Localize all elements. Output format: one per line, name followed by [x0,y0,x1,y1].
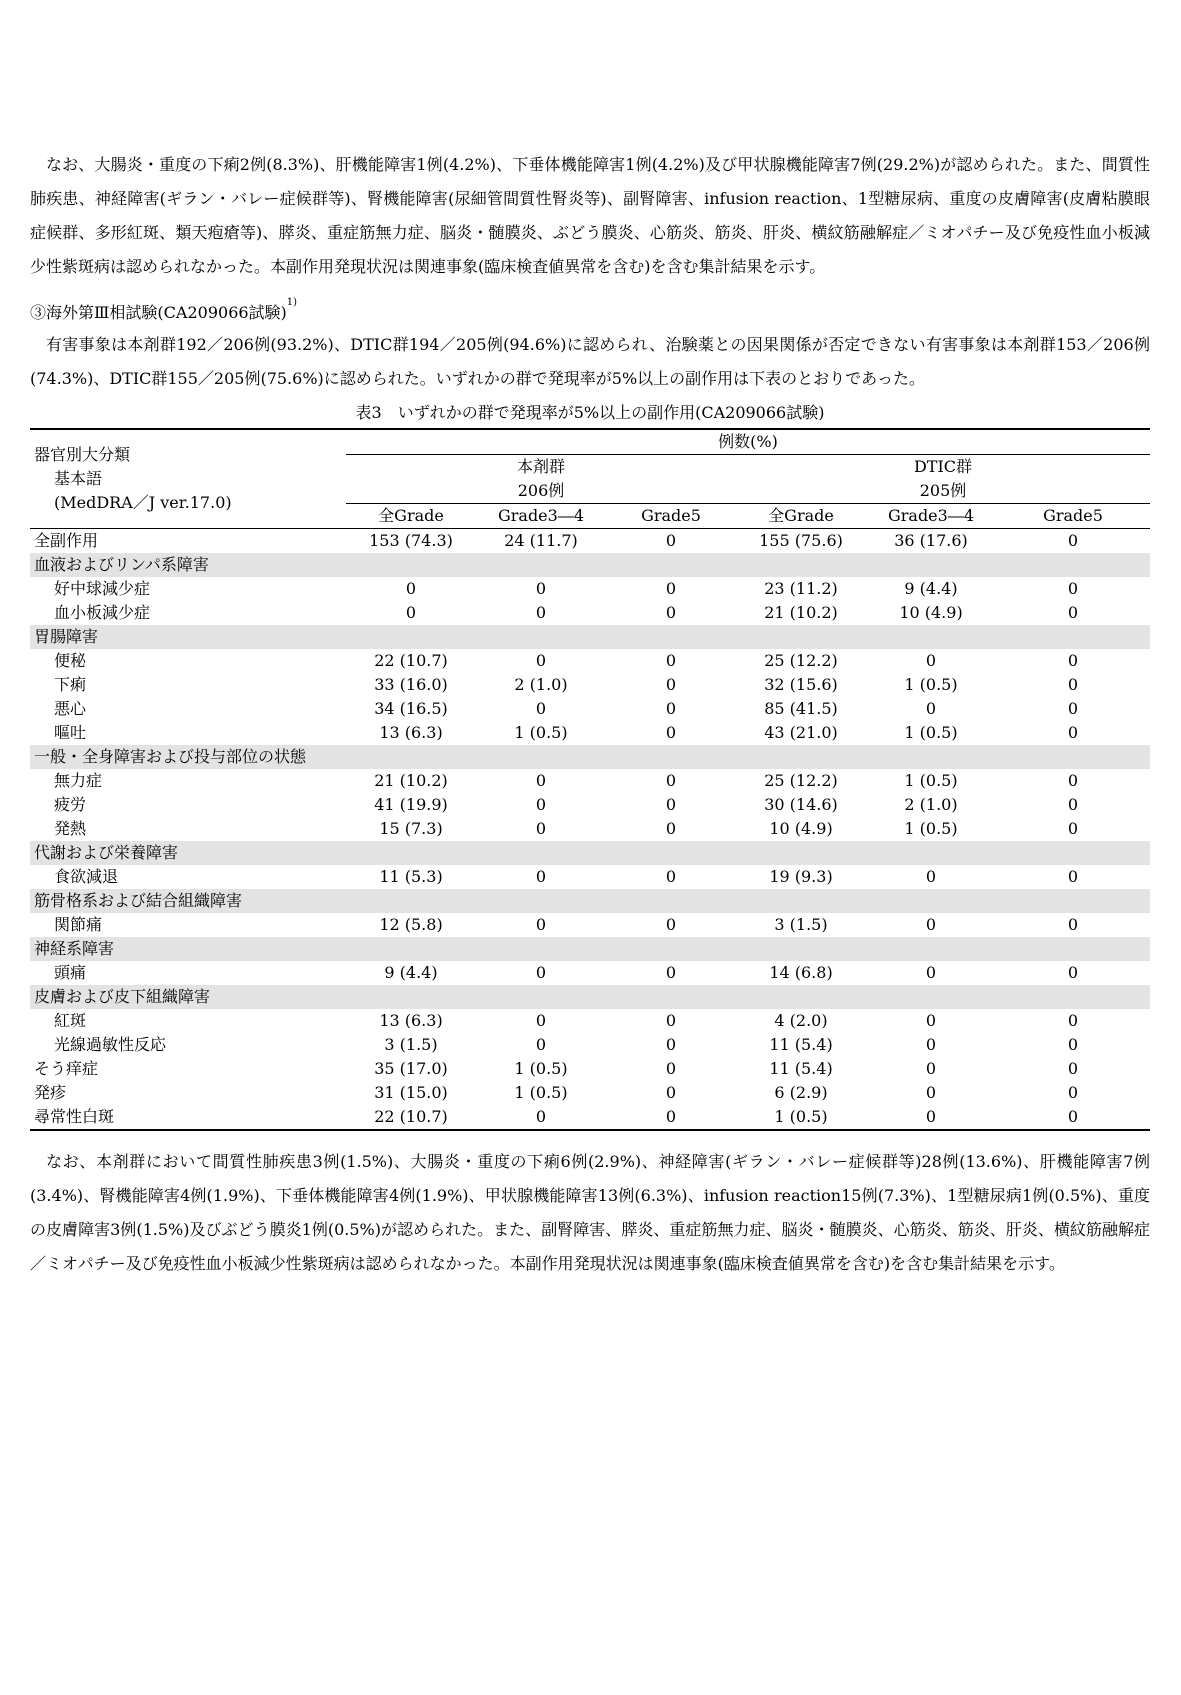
term-label: 紅斑 [54,1011,87,1030]
group-header-dtic [736,455,1150,504]
category-label: 血液およびリンパ系障害 [30,553,1150,577]
table-cell: 0 [535,819,547,838]
table-cell: 0 [1067,795,1079,814]
category-label: 筋骨格系および結合組織障害 [30,889,1150,913]
subcol-header: 全Grade [736,504,866,529]
table-cell: 10 (4.9) [769,819,833,838]
table-cell: 0 [1067,1035,1079,1054]
category-label: 代謝および栄養障害 [30,841,1150,865]
category-row [30,553,1150,577]
table-cell: 30 (14.6) [764,795,838,814]
table-cell: 0 [665,867,677,886]
category-row [30,745,1150,769]
table-cell: 15 (7.3) [379,819,443,838]
table-cell: 0 [535,771,547,790]
table-cell: 0 [925,963,937,982]
category-label: 皮膚および皮下組織障害 [30,985,1150,1009]
term-label: 光線過敏性反応 [54,1035,167,1054]
table-cell: 1 (0.5) [514,723,568,742]
group-header-nivolumab [346,455,736,504]
table-cell: 0 [665,699,677,718]
table-cell: 33 (16.0) [374,675,448,694]
table-cell: 11 (5.3) [379,867,443,886]
table-cell: 0 [665,1011,677,1030]
row-header-line1: 器官別大分類 [34,445,131,464]
table-cell: 23 (11.2) [764,579,838,598]
table-cell: 31 (15.0) [374,1083,448,1102]
table-cell: 4 (2.0) [774,1011,828,1030]
table-cell: 1 (0.5) [774,1107,828,1126]
term-label: 便秘 [54,651,87,670]
table-cell: 0 [535,1011,547,1030]
table-row [30,793,1150,817]
table-cell: 21 (10.2) [764,603,838,622]
table-cell: 0 [1067,1083,1079,1102]
table-cell: 0 [665,1059,677,1078]
table-row [30,1009,1150,1033]
table-cell: 0 [405,603,417,622]
table-row [30,1081,1150,1105]
table-cell: 0 [535,795,547,814]
table-cell: 0 [925,1107,937,1126]
table-cell: 2 (1.0) [514,675,568,694]
subcol-header: Grade3―4 [476,504,606,529]
table-cell: 0 [1067,603,1079,622]
table-cell: 0 [535,603,547,622]
table-cell: 0 [665,675,677,694]
term-label: 全副作用 [34,531,99,550]
table-cell: 0 [665,915,677,934]
table-row [30,721,1150,745]
table-cell: 0 [1067,1011,1079,1030]
table-cell: 2 (1.0) [904,795,958,814]
table-cell: 153 (74.3) [369,531,453,550]
term-label: 尋常性白斑 [34,1107,115,1126]
table-cell: 21 (10.2) [374,771,448,790]
table-cell: 0 [925,1083,937,1102]
cases-header: 例数(%) [346,429,1150,455]
table-cell: 0 [665,963,677,982]
subcol-header: 全Grade [346,504,476,529]
row-header [30,429,346,529]
table-row [30,1057,1150,1081]
row-header-line2: 基本語 [54,469,103,488]
table-cell: 155 (75.6) [759,531,843,550]
table-cell: 32 (15.6) [764,675,838,694]
table-cell: 0 [535,963,547,982]
group1-n: 206例 [517,481,565,500]
table-row [30,769,1150,793]
table-row [30,1033,1150,1057]
table-cell: 1 (0.5) [514,1059,568,1078]
category-row [30,889,1150,913]
subcol-header: Grade3―4 [866,504,996,529]
table-cell: 25 (12.2) [764,651,838,670]
document-page [30,148,1150,1281]
section-heading [30,298,1150,328]
category-label: 神経系障害 [30,937,1150,961]
table-cell: 3 (1.5) [384,1035,438,1054]
paragraph-summary: 有害事象は本剤群192／206例(93.2%)、DTIC群194／205例(94.6%)に認められ、治験薬との因果関係が否定できない有害事象は本剤群153／206例(74.3%)、DTIC群155／205例(75.6%)に認められた。いずれかの群で発現率が5%以上の副作用は下表のとおりであった。 [30,335,1150,388]
table-caption: 表3 いずれかの群で発現率が5%以上の副作用(CA209066試験) [355,403,825,422]
table-row [30,577,1150,601]
table-cell: 24 (11.7) [504,531,578,550]
table-cell: 13 (6.3) [379,723,443,742]
table-cell: 0 [925,1035,937,1054]
table-row [30,913,1150,937]
adverse-reactions-table [30,428,1150,1131]
table-row [30,961,1150,985]
table-cell: 0 [665,1083,677,1102]
table-cell: 0 [665,771,677,790]
paragraph-intro: なお、大腸炎・重度の下痢2例(8.3%)、肝機能障害1例(4.2%)、下垂体機能障害1例(4.2%)及び甲状腺機能障害7例(29.2%)が認められた。また、間質性肺疾患、神経障害(ギラン・バレー症候群等)、腎機能障害(尿細管間質性腎炎等)、副腎障害、infusion reaction、1型糖尿病、重度の皮膚障害(皮膚粘膜眼症候群、多形紅斑、類天疱瘡等)、膵炎、重症筋無力症、脳炎・髄膜炎、ぶどう膜炎、心筋炎、筋炎、肝炎、横紋筋融解症／ミオパチー及び免疫性血小板減少性紫斑病は認められなかった。本副作用発現状況は関連事象(臨床検査値異常を含む)を含む集計結果を示す。 [30,155,1150,276]
term-label: 発疹 [34,1083,67,1102]
table-cell: 13 (6.3) [379,1011,443,1030]
paragraph-note: なお、本剤群において間質性肺疾患3例(1.5%)、大腸炎・重度の下痢6例(2.9%)、神経障害(ギラン・バレー症候群等)28例(13.6%)、肝機能障害7例(3.4%)、腎機能障害4例(1.9%)、下垂体機能障害4例(1.9%)、甲状腺機能障害13例(6.3%)、infusion reaction15例(7.3%)、1型糖尿病1例(0.5%)、重度の皮膚障害3例(1.5%)及びぶどう膜炎1例(0.5%)が認められた。また、副腎障害、膵炎、重症筋無力症、脳炎・髄膜炎、心筋炎、筋炎、肝炎、横紋筋融解症／ミオパチー及び免疫性血小板減少性紫斑病は認められなかった。本副作用発現状況は関連事象(臨床検査値異常を含む)を含む集計結果を示す。 [30,1152,1150,1273]
table-cell: 0 [925,867,937,886]
table-cell: 41 (19.9) [374,795,448,814]
table-cell: 0 [1067,579,1079,598]
table-cell: 0 [1067,723,1079,742]
table-cell: 0 [1067,675,1079,694]
category-row [30,937,1150,961]
table-cell: 0 [535,651,547,670]
table-cell: 0 [665,579,677,598]
table-cell: 11 (5.4) [769,1059,833,1078]
table-cell: 0 [1067,915,1079,934]
table-cell: 0 [665,1035,677,1054]
table-cell: 0 [665,795,677,814]
table-body [30,529,1150,1131]
group2-n: 205例 [919,481,967,500]
term-label: 悪心 [54,699,87,718]
table-cell: 9 (4.4) [384,963,438,982]
table-cell: 0 [665,1107,677,1126]
table-cell: 0 [1067,699,1079,718]
term-label: 疲労 [54,795,87,814]
term-label: そう痒症 [34,1059,99,1078]
table-cell: 43 (21.0) [764,723,838,742]
table-cell: 0 [665,651,677,670]
table-cell: 1 (0.5) [904,771,958,790]
table-cell: 0 [535,1035,547,1054]
term-label: 血小板減少症 [54,603,151,622]
subcol-header: Grade5 [996,504,1150,529]
table-cell: 34 (16.5) [374,699,448,718]
table-cell: 0 [665,723,677,742]
table-row [30,817,1150,841]
term-label: 無力症 [54,771,103,790]
table-cell: 0 [1067,819,1079,838]
table-cell: 12 (5.8) [379,915,443,934]
table-cell: 0 [665,531,677,550]
table-cell: 22 (10.7) [374,651,448,670]
table-cell: 0 [535,699,547,718]
table-cell: 1 (0.5) [904,723,958,742]
table-cell: 0 [925,1059,937,1078]
table-cell: 0 [925,651,937,670]
term-label: 発熱 [54,819,87,838]
table-row [30,1105,1150,1130]
term-label: 下痢 [54,675,87,694]
table-row [30,649,1150,673]
table-cell: 0 [925,699,937,718]
table-cell: 10 (4.9) [899,603,963,622]
category-row [30,985,1150,1009]
term-label: 頭痛 [54,963,87,982]
row-header-line3: (MedDRA／J ver.17.0) [54,493,232,512]
total-row [30,529,1150,554]
table-cell: 9 (4.4) [904,579,958,598]
table-cell: 36 (17.6) [894,531,968,550]
term-label: 食欲減退 [54,867,119,886]
table-cell: 0 [1067,1107,1079,1126]
term-label: 関節痛 [54,915,103,934]
table-cell: 0 [1067,771,1079,790]
table-cell: 0 [535,579,547,598]
table-cell: 0 [1067,1059,1079,1078]
table-cell: 14 (6.8) [769,963,833,982]
table-cell: 0 [535,915,547,934]
table-cell: 11 (5.4) [769,1035,833,1054]
table-row [30,865,1150,889]
table-cell: 22 (10.7) [374,1107,448,1126]
table-cell: 35 (17.0) [374,1059,448,1078]
table-cell: 1 (0.5) [904,819,958,838]
table-row [30,673,1150,697]
table-cell: 6 (2.9) [774,1083,828,1102]
table-row [30,601,1150,625]
term-label: 好中球減少症 [54,579,151,598]
table-cell: 0 [405,579,417,598]
table-cell: 0 [665,603,677,622]
term-label: 嘔吐 [54,723,87,742]
table-cell: 0 [535,867,547,886]
table-cell: 0 [535,1107,547,1126]
table-cell: 25 (12.2) [764,771,838,790]
category-label: 一般・全身障害および投与部位の状態 [30,745,1150,769]
table-cell: 85 (41.5) [764,699,838,718]
group1-name: 本剤群 [516,457,565,476]
subcol-header: Grade5 [606,504,736,529]
table-cell: 0 [925,915,937,934]
table-row [30,697,1150,721]
table-cell: 0 [1067,531,1079,550]
category-row [30,625,1150,649]
section-heading-text: ③海外第Ⅲ相試験(CA209066試験) [30,303,287,322]
group2-name: DTIC群 [913,457,973,476]
table-cell: 0 [1067,867,1079,886]
table-cell: 0 [1067,651,1079,670]
table-cell: 0 [1067,963,1079,982]
category-label: 胃腸障害 [30,625,1150,649]
table-cell: 0 [665,819,677,838]
table-cell: 19 (9.3) [769,867,833,886]
table-cell: 0 [925,1011,937,1030]
table-cell: 3 (1.5) [774,915,828,934]
table-cell: 1 (0.5) [904,675,958,694]
reference-mark: 1) [286,297,298,308]
table-cell: 1 (0.5) [514,1083,568,1102]
category-row [30,841,1150,865]
